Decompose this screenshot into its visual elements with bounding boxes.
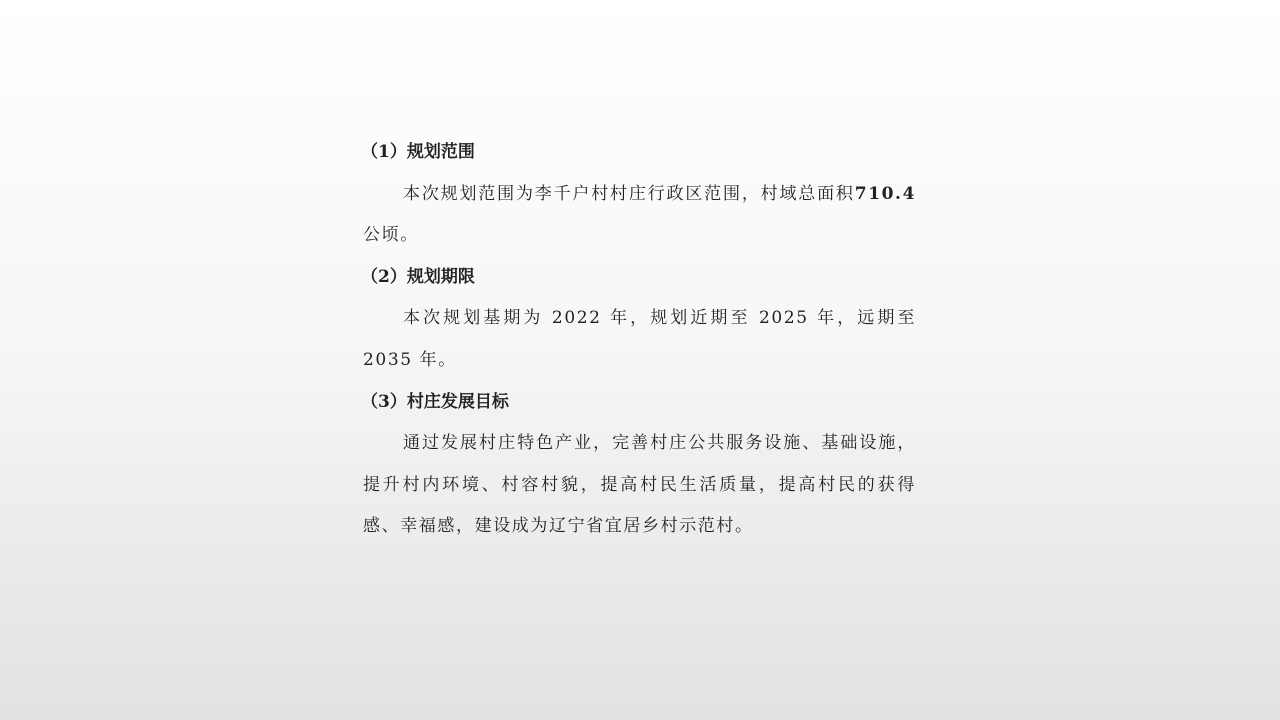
section-text-development-goals: 通过发展村庄特色产业，完善村庄公共服务设施、基础设施，提升村内环境、村容村貌，提高村民生活质量，提高村民的获得感、幸福感，建设成为辽宁省宜居乡村示范村。 <box>363 433 916 537</box>
scope-text-before: 本次规划范围为李千户村村庄行政区范围，村域总面积 <box>403 183 855 204</box>
section-heading-planning-scope: （1）规划范围 <box>361 142 475 162</box>
scope-text-after: 公顷。 <box>363 225 419 246</box>
section-text-planning-scope <box>363 174 916 257</box>
document-body <box>363 132 916 548</box>
section-text-planning-period: 本次规划基期为 2022 年，规划近期至 2025 年，远期至 2035 年。 <box>363 308 916 370</box>
section-heading-planning-period: （2）规划期限 <box>361 266 475 287</box>
area-value: 710.4 <box>854 183 916 204</box>
section-heading-development-goals: （3）村庄发展目标 <box>361 391 509 412</box>
